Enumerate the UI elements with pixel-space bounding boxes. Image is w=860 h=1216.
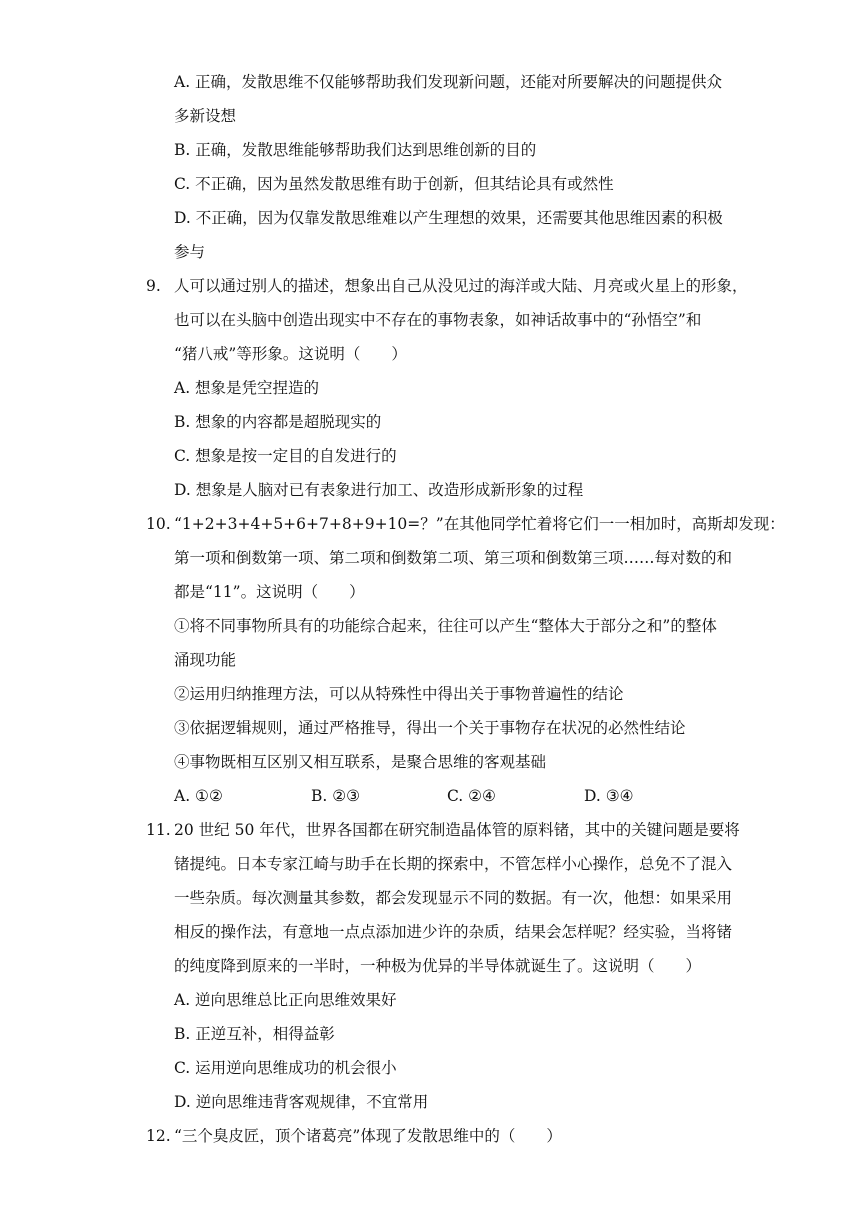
q11-option-c: C. 运用逆向思维成功的机会很小 — [174, 1059, 397, 1077]
q9-option-a: A. 想象是凭空捏造的 — [174, 379, 320, 397]
q10-option-d: D. ③④ — [584, 787, 634, 805]
q8-option-b: B. 正确，发散思维能够帮助我们达到思维创新的目的 — [174, 141, 537, 159]
q9-option-d: D. 想象是人脑对已有表象进行加工、改造形成新形象的过程 — [174, 481, 584, 499]
q12-stem-line1: “三个臭皮匠，顶个诸葛亮”体现了发散思维中的（ ） — [174, 1127, 562, 1145]
q12-number: 12. — [146, 1127, 171, 1145]
q10-option-b: B. ②③ — [311, 787, 361, 805]
q8-option-a-line2: 多新设想 — [174, 107, 237, 125]
q11-stem-line4: 相反的操作法，有意地一点点添加进少许的杂质，结果会怎样呢？经实验，当将锗 — [174, 923, 733, 941]
q10-item2: ②运用归纳推理方法，可以从特殊性中得出关于事物普遍性的结论 — [174, 685, 624, 703]
q9-option-b: B. 想象的内容都是超脱现实的 — [174, 413, 382, 431]
q8-option-a-line1: A. 正确，发散思维不仅能够帮助我们发现新问题，还能对所要解决的问题提供众 — [174, 73, 723, 91]
q9-stem-line1: 人可以通过别人的描述，想象出自己从没见过的海洋或大陆、月亮或火星上的形象， — [174, 277, 748, 295]
q11-number: 11. — [146, 821, 171, 839]
q11-stem-line1: 20 世纪 50 年代，世界各国都在研究制造晶体管的原料锗，其中的关键问题是要将 — [174, 821, 740, 839]
q8-option-d-line2: 参与 — [174, 243, 206, 261]
q11-stem-line2: 锗提纯。日本专家江崎与助手在长期的探索中，不管怎样小心操作，总免不了混入 — [174, 855, 733, 873]
q10-stem-line2: 第一项和倒数第一项、第二项和倒数第二项、第三项和倒数第三项……每对数的和 — [174, 549, 733, 567]
q10-item1-line1: ①将不同事物所具有的功能综合起来，往往可以产生“整体大于部分之和”的整体 — [174, 617, 717, 635]
q10-item4: ④事物既相互区别又相互联系，是聚合思维的客观基础 — [174, 753, 547, 771]
q10-stem-line3: 都是“11”。这说明（ ） — [174, 583, 365, 601]
q9-number: 9. — [146, 277, 161, 295]
q11-option-b: B. 正逆互补，相得益彰 — [174, 1025, 335, 1043]
q9-stem-line3: “猪八戒”等形象。这说明（ ） — [174, 345, 407, 363]
q11-option-d: D. 逆向思维违背客观规律，不宜常用 — [174, 1093, 429, 1111]
q9-stem-line2: 也可以在头脑中创造出现实中不存在的事物表象，如神话故事中的“孙悟空”和 — [174, 311, 702, 329]
q10-item3: ③依据逻辑规则，通过严格推导，得出一个关于事物存在状况的必然性结论 — [174, 719, 686, 737]
q9-option-c: C. 想象是按一定目的自发进行的 — [174, 447, 397, 465]
q8-option-c: C. 不正确，因为虽然发散思维有助于创新，但其结论具有或然性 — [174, 175, 614, 193]
q10-stem-line1: “1+2+3+4+5+6+7+8+9+10=？”在其他同学忙着将它们一一相加时，高斯却发现： — [174, 515, 785, 533]
q10-item1-line2: 涌现功能 — [174, 651, 237, 669]
q11-stem-line5: 的纯度降到原来的一半时，一种极为优异的半导体就诞生了。这说明（ ） — [174, 957, 702, 975]
q11-stem-line3: 一些杂质。每次测量其参数，都会发现显示不同的数据。有一次，他想：如果采用 — [174, 889, 733, 907]
q8-option-d-line1: D. 不正确，因为仅靠发散思维难以产生理想的效果，还需要其他思维因素的积极 — [174, 209, 723, 227]
q10-option-c: C. ②④ — [447, 787, 496, 805]
q11-option-a: A. 逆向思维总比正向思维效果好 — [174, 991, 397, 1009]
q10-option-a: A. ①② — [174, 787, 223, 805]
q10-number: 10. — [146, 515, 171, 533]
